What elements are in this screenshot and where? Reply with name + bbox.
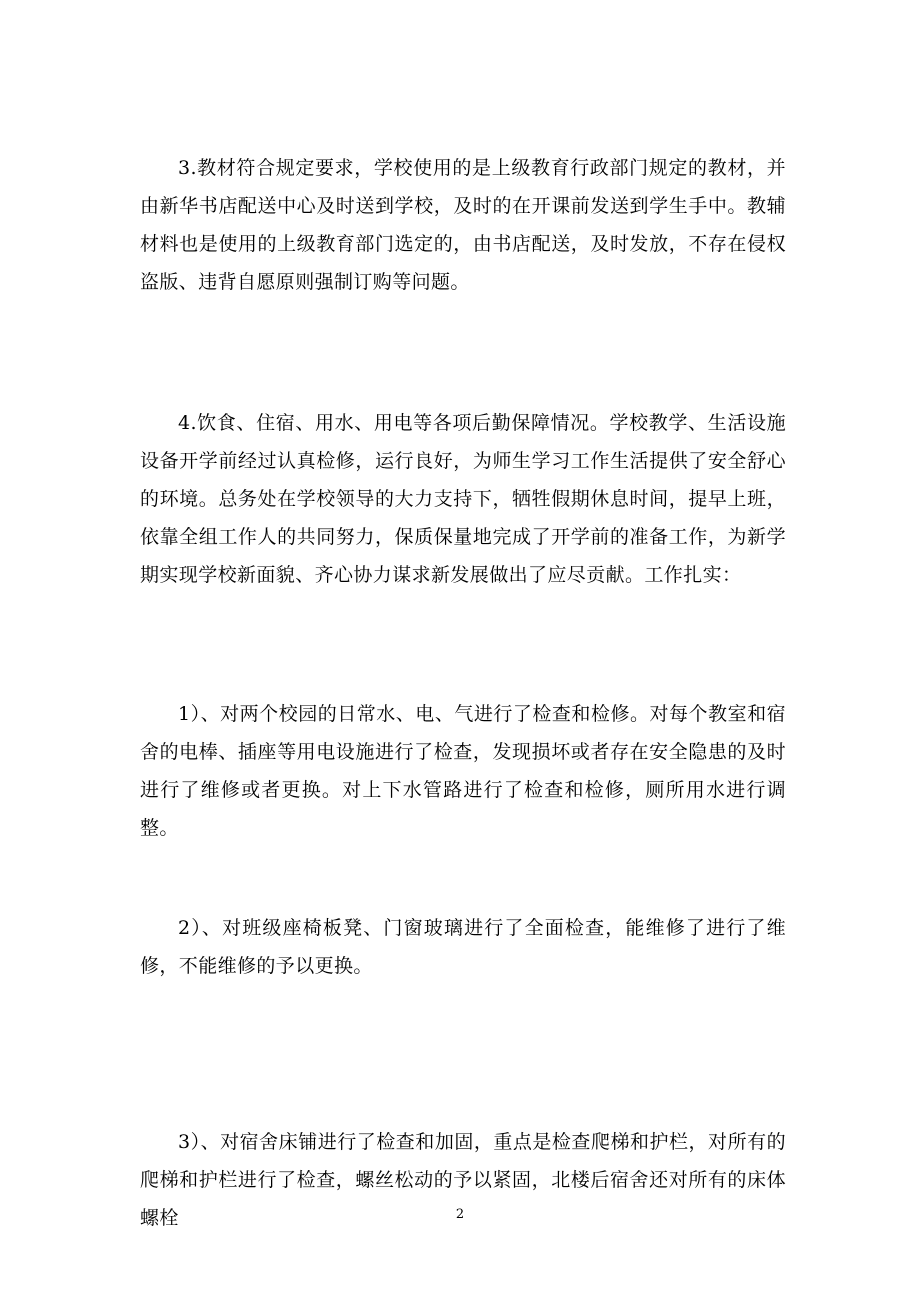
paragraph-logistics: 4.饮食、住宿、用水、用电等各项后勤保障情况。学校教学、生活设施设备开学前经过认真检修，运行良好，为师生学习工作生活提供了安全舒心的环境。总务处在学校领导的大力支持下，牺牲假期休息时间，提早上班，依靠全组工作人的共同努力，保质保量地完成了开学前的准备工作，为新学期实现学校新面貌、齐心协力谋求新发展做出了应尽贡献。工作扎实： <box>140 412 786 586</box>
paragraph-furniture-check: 2）、对班级座椅板凳、门窗玻璃进行了全面检查，能维修了进行了维修，不能维修的予以更换。 <box>140 917 786 977</box>
page-number: 2 <box>455 1207 465 1222</box>
paragraph-textbooks: 3.教材符合规定要求，学校使用的是上级教育行政部门规定的教材，并由新华书店配送中心及时送到学校，及时的在开课前发送到学生手中。教辅材料也是使用的上级教育部门选定的，由书店配送，及时发放，不存在侵权盗版、违背自愿原则强制订购等问题。 <box>140 157 786 293</box>
paragraph-utilities-check: 1）、对两个校园的日常水、电、气进行了检查和检修。对每个教室和宿舍的电棒、插座等用电设施进行了检查，发现损坏或者存在安全隐患的及时进行了维修或者更换。对上下水管路进行了检查和检修，厕所用水进行调整。 <box>140 703 786 839</box>
paragraph-dormitory-beds: 3）、对宿舍床铺进行了检查和加固，重点是检查爬梯和护栏，对所有的爬梯和护栏进行了检查，螺丝松动的予以紧固，北楼后宿舍还对所有的床体螺栓 <box>140 1131 786 1229</box>
